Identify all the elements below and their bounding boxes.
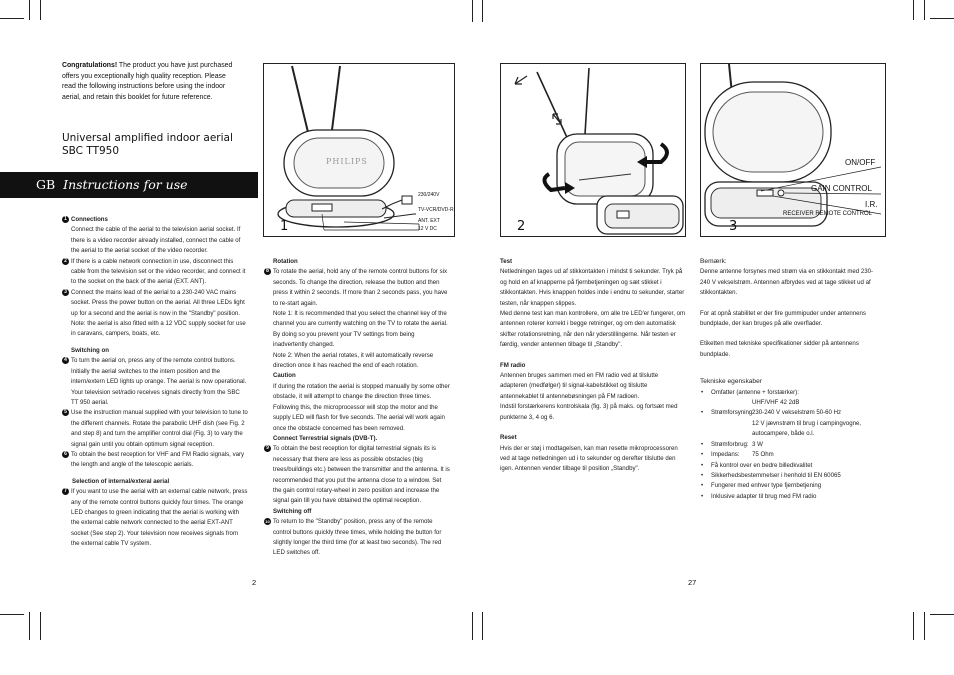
crop-mark [930,614,954,615]
label-receiver: RECEIVER REMOTE CONTROL [783,211,873,217]
figure-1 [263,63,455,237]
spec-value: 75 Ohm [752,451,774,459]
dvbt-heading: Connect Terrestrial signals (DVB-T). [273,434,378,442]
product-title [62,132,233,158]
label-on-off: ON/OFF [845,158,876,167]
crop-mark [930,18,954,19]
spec-item [700,408,882,418]
note-2: Note 2: When the aerial rotates, it will automatically reverse direction once it has reached the end of each rotation. [273,351,434,370]
crop-mark [40,612,41,640]
spec-value: 230-240 V vekselstrøm 50-60 Hz [752,409,842,417]
label-ir: I.R. [865,200,878,209]
instructions-banner [0,172,258,198]
step-3 [62,288,248,340]
banner-lang: GB [36,177,56,192]
label-tv-vcr: TV-VCR/DVD-R [418,207,454,213]
crop-mark [0,614,24,615]
step-number-icon: 6 [62,451,69,458]
spec-key: Omfatter (antenne + forstærker): [711,388,799,396]
crop-mark [924,612,925,640]
label-power: 230/240V [418,192,440,198]
bemaerk-text-1: Denne antenne forsynes med strøm via en stikkontakt med 230-240 V vekselstrøm. Antennen afbrydes ved at tage stikket ud af stikkontakten. [700,268,874,297]
step-7 [62,487,248,549]
step-text: If there is a cable network connection in use, disconnect this cable from the television set or the video recorder, and connect it to the socket on the back of the aerial (EXT. ANT). [71,257,246,286]
step-number-icon: 8 [264,268,271,275]
spec-value: 12 V jævnstrøm til brug i campingvogne, autocampere, både o.l. [752,419,862,438]
step-10 [264,517,450,559]
spec-list [700,388,882,502]
step-number-icon: 5 [62,409,69,416]
bemaerk-text-3: Etiketten med tekniske specifikationer sidder på antennens bundplade. [700,340,859,358]
spec-item [700,440,882,450]
step-4 [62,356,248,408]
crop-mark [472,0,473,22]
bemaerk-text-2: For at opnå stabilitet er der fire gummipuder under antennens bundplade, der kan bruges på alle overflader. [700,309,866,328]
intro-congrats: Congratulations! [62,62,118,69]
crop-mark [482,612,483,640]
step-text: Connect the mains lead of the aerial to a 230-240 VAC mains socket. Press the power button on the aerial. All three LEDs light up for a second and the aerial is now in the "Standby" position. [71,288,245,317]
intro-text: The product you have just purchased offers you exceptionally high quality reception. Please read the following instructions before using the indoor aerial, and retain this booklet for future reference. [62,62,233,101]
step-5 [62,408,248,450]
brand-logo: PHILIPS [326,157,368,166]
crop-mark [913,0,914,20]
spec-value: UHF/VHF 42 2dB [752,399,800,407]
spec-key: Få kontrol over en bedre billedkvalitet [711,461,813,469]
spec-key: Fungerer med enhver type fjernbetjening [711,482,822,490]
figure-number: 1 [280,219,289,234]
step-text: To obtain the best reception for VHF and FM Radio signals, vary the length and angle of the telescopic aerials. [71,450,245,469]
test-text-2: Med denne test kan man kontrollere, om alle tre LED'er fungerer, om antennen roterer korrekt i begge retninger, og om den automatisk skifter rotationsretning, når den når yderstillingerne. Når testen er færdig, vender antennen tilbage til „Standby". [500,310,686,349]
spec-item [700,388,882,398]
step-text: Use the instruction manual supplied with your television to tune to the different channels. Rotate the parabolic UHF dish (see Fig. 2 and step 8) and turn the amplifier control dial (Fig. 3) to vary the signal gain until you obtain optimum signal reception. [71,409,248,448]
spec-heading: Tekniske egenskaber [700,378,762,386]
switching-on-heading: Switching on [71,346,109,354]
spec-item [700,471,882,481]
step-8 [264,267,450,371]
step-1 [62,215,248,257]
step-text: To turn the aerial on, press any of the remote control buttons. Initially the aerial switches to the intern position and the intern/extern LED lights up orange. The aerial is now operational. Your television set/radio receives signals directly from the SBC TT 950 aerial. [71,357,247,406]
label-gain-control: GAIN CONTROL [811,184,872,193]
caution-text: If during the rotation the aerial is stopped manually by some other obstacle, it will attempt to change the direction three times. Following this, the microprocessor will stop the motor and the supply LED will flash for five seconds. The aerial will work again once the obstacle concerned has been removed. [273,382,450,432]
figure-number: 3 [729,219,738,234]
reset-text: Hvis der er støj i modtagelsen, kan man resette mikroprocessoren ved at tage netledningen ud i to sekunder og derefter tilslutte den igen. Antennen vender tilbage til position „Standby". [500,444,678,473]
spec-item [700,492,882,502]
step-2 [62,257,248,288]
spec-key: Strømforbrug: [711,440,749,448]
crop-mark [29,612,30,640]
fm-text-2: Indstil forstærkerens kontrolskala (fig. 3) på maks. og fortsæt med punkterne 3, 4 og 6. [500,403,678,421]
step-text: If you want to use the aerial with an external cable network, press any of the remote control buttons quickly four times. The orange LED changes to green indicating that the aerial is working with the external cable network connected to the aerial EXT-ANT socket (See step 2). Your television now receives signals from the external cable TV system. [71,488,248,548]
connections-heading: Connections [71,216,108,223]
switching-off-heading: Switching off [273,507,312,515]
figure-2 [500,63,686,237]
spec-item [700,419,882,440]
step-number-icon: 7 [62,488,69,495]
spec-key: Impedans: [711,451,740,459]
crop-mark [0,18,24,19]
step-number-icon: 1 [62,216,69,223]
caution-heading: Caution [273,372,296,380]
page-number-right: 27 [688,578,697,587]
page-number-left: 2 [252,578,257,587]
banner-title: Instructions for use [63,177,188,192]
spec-item [700,461,882,471]
crop-mark [40,0,41,20]
spec-key: Inklusive adapter til brug med FM radio [711,492,817,500]
label-12vdc: 12 V DC [418,226,437,232]
spec-key: Sikkerhedsbestemmelser i henhold til EN 60065 [711,471,841,479]
selection-heading: Selection of internal/exteral aerial [72,477,170,485]
crop-mark [29,0,30,20]
test-heading: Test [500,258,513,265]
intro-paragraph [62,61,240,103]
fm-heading: FM radio [500,361,526,369]
spec-item [700,481,882,491]
fm-text: Antennen bruges sammen med en FM radio ved at tilslutte adapteren (medfølger) til signal-kabelstikket og tilslutte antennekablet til antennebøsningen på FM radioen. [500,372,659,400]
bemaerk-heading: Bemærk: [700,258,727,265]
step-text: To rotate the aerial, hold any of the remote control buttons for six seconds. To change the direction, release the button and then press it within 2 seconds. If more than 2 seconds pass, you have to re-start again. [273,268,448,307]
aerial-rotation-illustration [501,64,686,237]
crop-mark [913,612,914,640]
column-1 [62,215,248,550]
step-text: Connect the cable of the aerial to the television aerial socket. If there is a video recorder already installed, connect the cable of the aerial to the aerial socket of the video recorder. [71,226,241,255]
rotation-heading: Rotation [273,258,298,265]
column-2 [264,257,450,559]
step-number-icon: 9 [264,445,271,452]
step-text: To return to the "Standby" position, press any of the remote control buttons quickly three times, while holding the button for slightly longer the third time (for at least two seconds). The red LED switches off. [273,518,442,557]
spec-item [700,398,882,408]
step-note: Note: the aerial is also fitted with a 12 VDC supply socket for use in caravans, campers, boats, etc. [71,320,246,338]
column-3 [500,257,686,475]
spec-value: 3 W [752,440,763,448]
figure-number: 2 [517,219,526,234]
step-number-icon: 2 [62,258,69,265]
crop-mark [472,612,473,640]
step-number-icon: 4 [62,357,69,364]
test-text: Netledningen tages ud af stikkontakten i mindst ti sekunder. Tryk på og hold en af knapperne på fjernbetjeningen og sæt stikket i stikkontakten. Hvis knappen holdes inde i endnu to sekunder, starter testen, når knappen slippes. [500,268,685,307]
step-9 [264,444,450,506]
step-number-icon: 10 [265,519,270,525]
crop-mark [482,0,483,22]
label-ant-ext: ANT. EXT [418,218,440,224]
column-4 [700,257,882,502]
reset-heading: Reset [500,434,517,442]
spec-item [700,450,882,460]
crop-mark [924,0,925,20]
figure-3 [700,63,886,237]
product-title-line2: SBC TT950 [62,145,120,157]
spec-key: Strømforsyning: [711,409,755,417]
note-1: Note 1: It is recommended that you select the channel key of the channel you are currently watching on the TV to rotate the aerial. By doing so you prevent your TV settings from being inadvertently changed. [273,310,448,349]
step-text: To obtain the best reception for digital terrestrial signals its is necessary that there are less as possible obstacles (big trees/buildings etc.) between the transmitter and the antenna. It is recommended that you put the antenna close to a window. Set the gain control rotary-wheel in zero position and increase the signal gain till you have obtained the optimal reception. [273,445,450,505]
product-title-line1: Universal amplified indoor aerial [62,132,233,144]
step-6 [62,450,248,471]
step-number-icon: 3 [62,289,69,296]
